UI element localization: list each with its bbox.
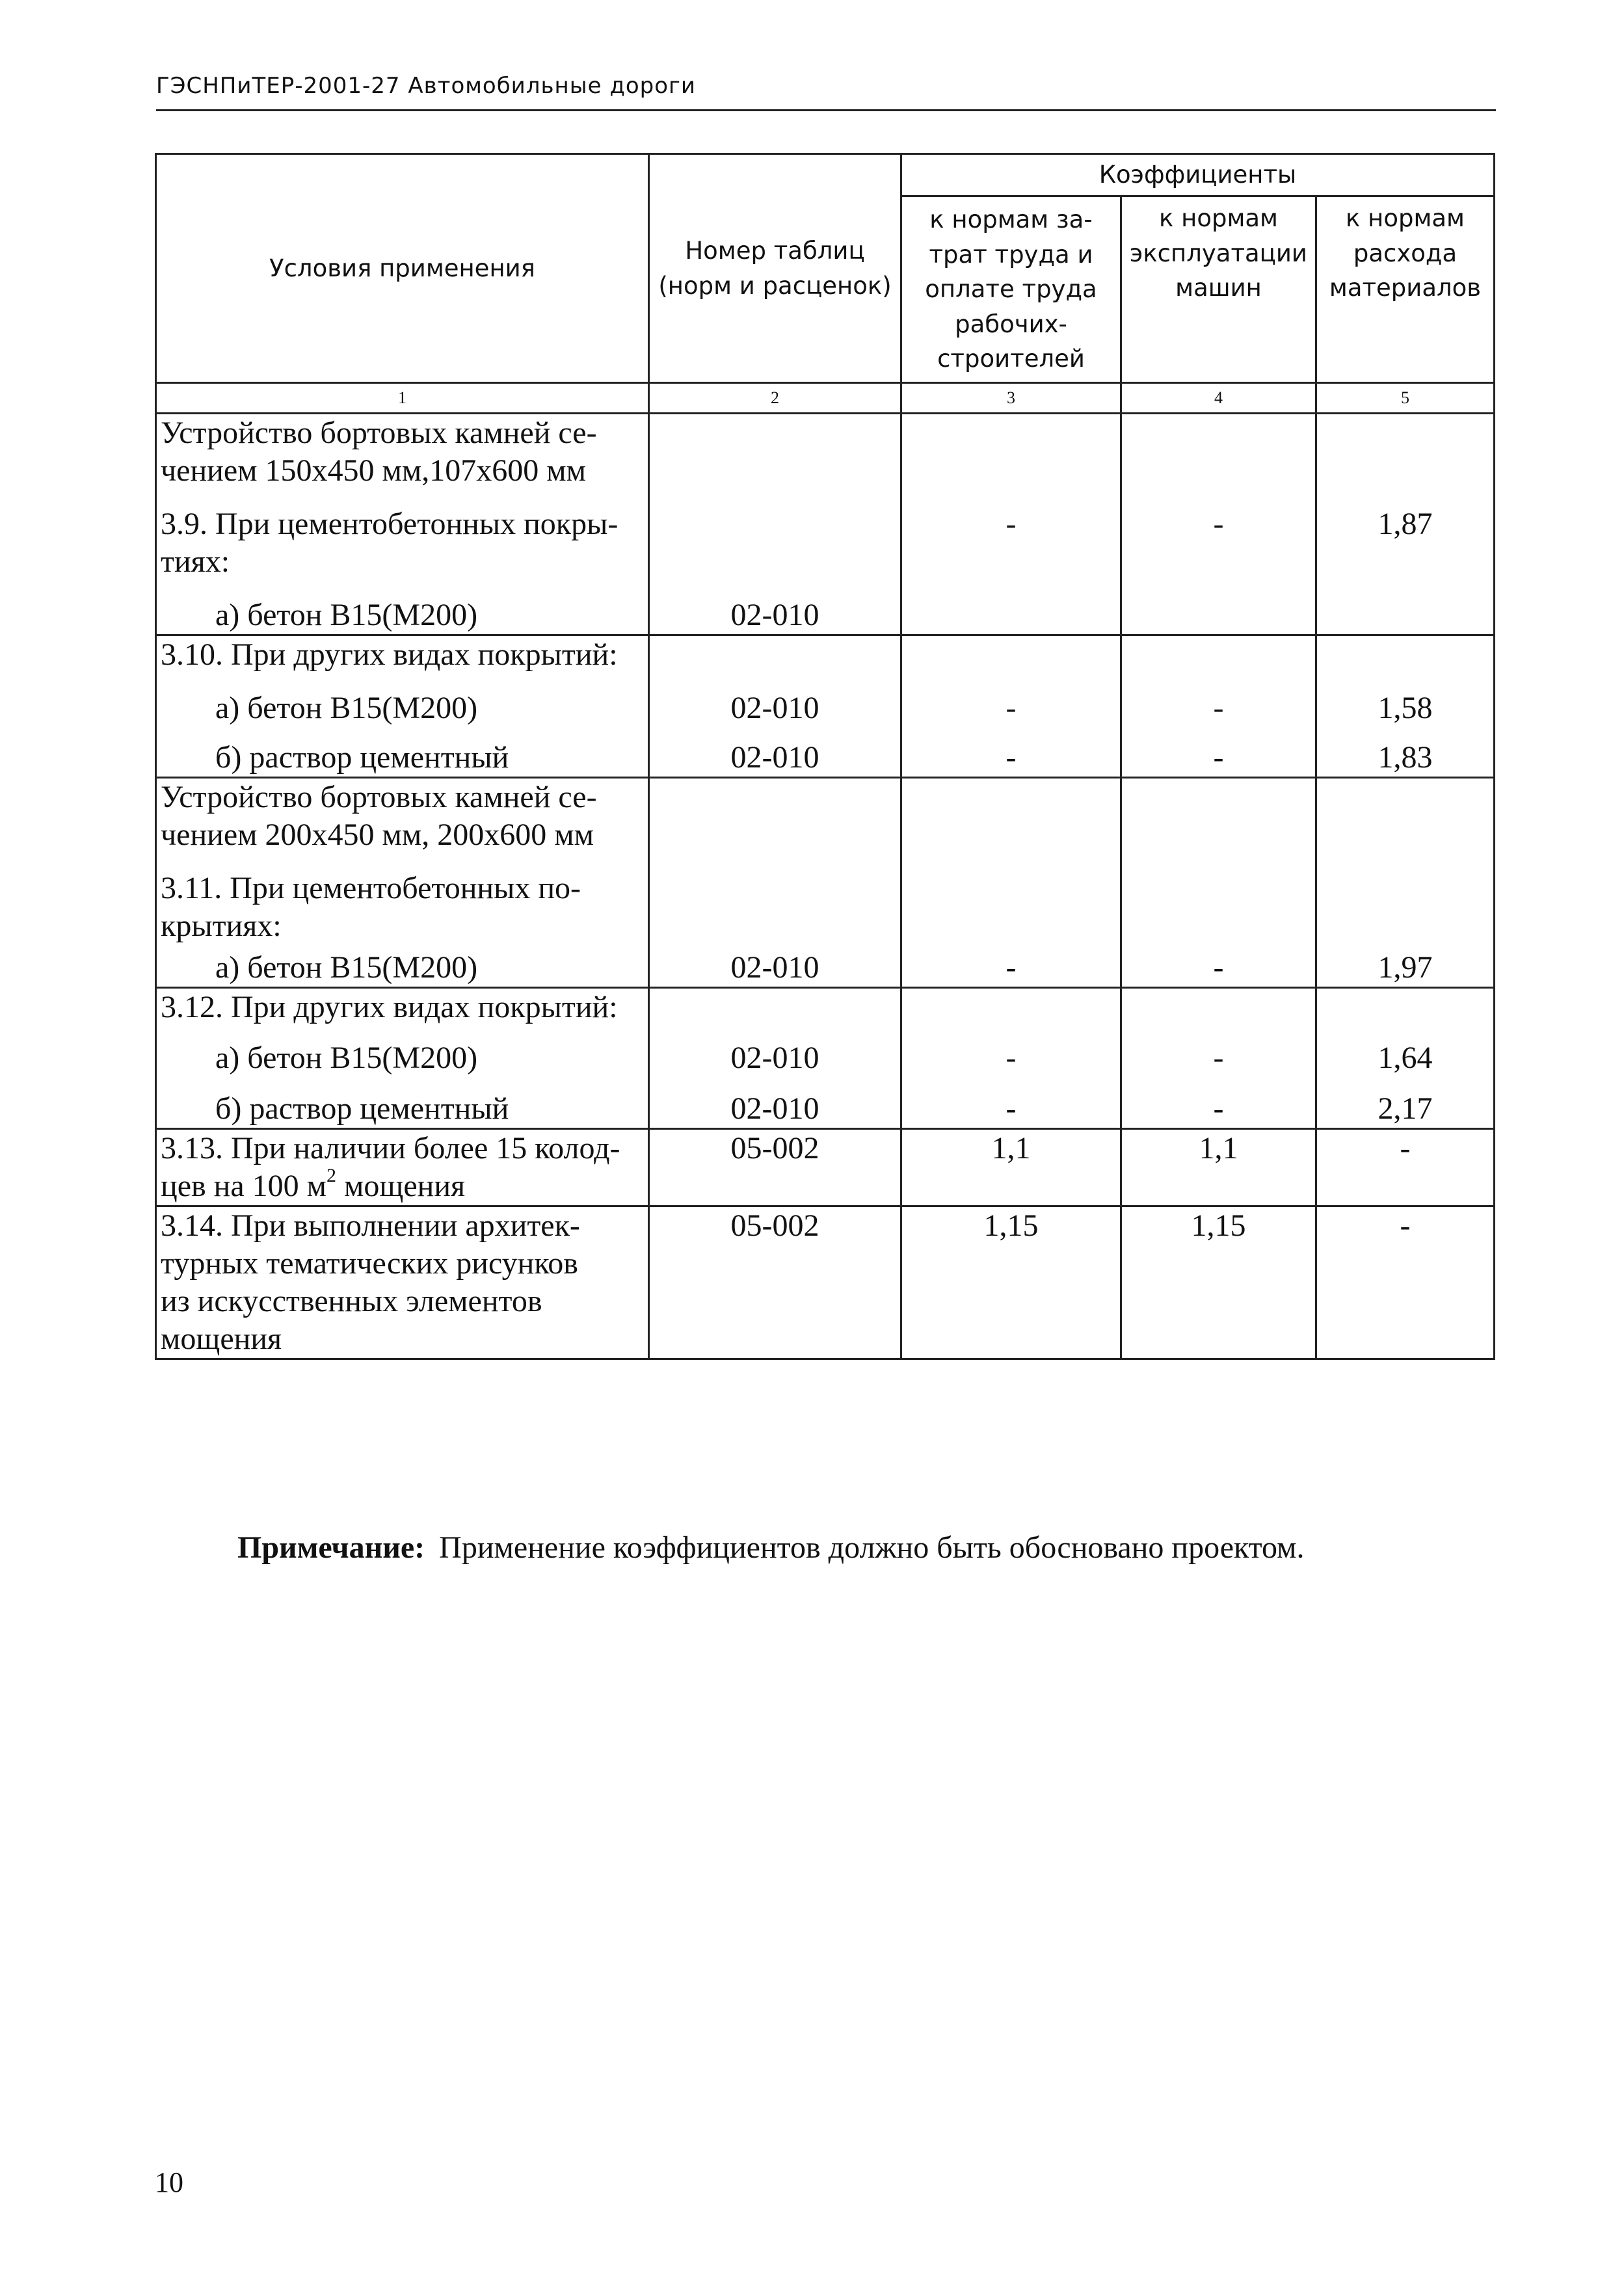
condition-cell: 3.10. При других видах покрытий: а) бетон В15(М200) б) раствор цементный	[156, 635, 649, 778]
labor-coef-cell: -	[901, 778, 1121, 988]
machines-coef-cell: -	[1121, 778, 1316, 988]
machines-coef-cell: - -	[1121, 988, 1316, 1129]
materials-coef-cell: 1,64 2,17	[1316, 988, 1495, 1129]
labor-coef-cell: - -	[901, 635, 1121, 778]
table-row	[156, 778, 1495, 988]
table-row	[156, 414, 1495, 635]
machines-coef-cell: - -	[1121, 635, 1316, 778]
footnote-label: Примечание:	[237, 1530, 425, 1565]
labor-coef-cell: 1,15	[901, 1206, 1121, 1359]
page-number: 10	[155, 2166, 183, 2198]
labor-coef-cell: 1,1	[901, 1129, 1121, 1206]
table-row	[156, 1206, 1495, 1359]
column-number: 3	[901, 383, 1121, 414]
column-number: 5	[1316, 383, 1495, 414]
column-number: 4	[1121, 383, 1316, 414]
table-row	[156, 988, 1495, 1129]
materials-coef-cell: 1,87	[1316, 414, 1495, 635]
header-rule	[156, 109, 1496, 111]
condition-cell: Устройство бортовых камней се- чением 150х450 мм,107х600 мм 3.9. При цементобетонных покры- тиях: а) бетон В15(М200)	[156, 414, 649, 635]
header-table-number: Номер таблиц (норм и расценок)	[649, 154, 901, 383]
labor-coef-cell: - -	[901, 988, 1121, 1129]
machines-coef-cell: -	[1121, 414, 1316, 635]
running-header: ГЭСНПиТЕР-2001-27 Автомобильные дороги	[156, 73, 696, 99]
footnote	[237, 1530, 1304, 1565]
table-number-cell: 02-010	[649, 414, 901, 635]
materials-coef-cell: -	[1316, 1206, 1495, 1359]
coefficients-table	[155, 153, 1495, 1360]
machines-coef-cell: 1,1	[1121, 1129, 1316, 1206]
table-number-cell: 02-010	[649, 778, 901, 988]
table-header-row	[156, 154, 1495, 196]
condition-cell: 3.13. При наличии более 15 колод- цев на 100 $м^2$ мощения	[156, 1129, 649, 1206]
condition-cell: 3.14. При выполнении архитек- турных тематических рисунков из искусственных элементов мощения	[156, 1206, 649, 1359]
table-row	[156, 1129, 1495, 1206]
footnote-text: Применение коэффициентов должно быть обосновано проектом.	[439, 1530, 1305, 1565]
machines-coef-cell: 1,15	[1121, 1206, 1316, 1359]
column-number: 1	[156, 383, 649, 414]
condition-cell: Устройство бортовых камней се- чением 200х450 мм, 200х600 мм 3.11. При цементобетонных по- крытиях: а) бетон В15(М200)	[156, 778, 649, 988]
header-materials: к нормам расхода материалов	[1316, 196, 1495, 383]
table-number-cell: 05-002	[649, 1206, 901, 1359]
table-number-cell: 02-010 02-010	[649, 988, 901, 1129]
materials-coef-cell: 1,58 1,83	[1316, 635, 1495, 778]
table-number-cell: 02-010 02-010	[649, 635, 901, 778]
table-number-cell: 05-002	[649, 1129, 901, 1206]
labor-coef-cell: -	[901, 414, 1121, 635]
header-labor: к нормам за- трат труда и оплате труда рабочих- строителей	[901, 196, 1121, 383]
condition-cell: 3.12. При других видах покрытий: а) бетон В15(М200) б) раствор цементный	[156, 988, 649, 1129]
column-number: 2	[649, 383, 901, 414]
materials-coef-cell: -	[1316, 1129, 1495, 1206]
column-number-row	[156, 383, 1495, 414]
header-machines: к нормам эксплуатации машин	[1121, 196, 1316, 383]
table-row	[156, 635, 1495, 778]
materials-coef-cell: 1,97	[1316, 778, 1495, 988]
header-conditions: Условия применения	[156, 154, 649, 383]
header-coefficients: Коэффициенты	[901, 154, 1495, 196]
